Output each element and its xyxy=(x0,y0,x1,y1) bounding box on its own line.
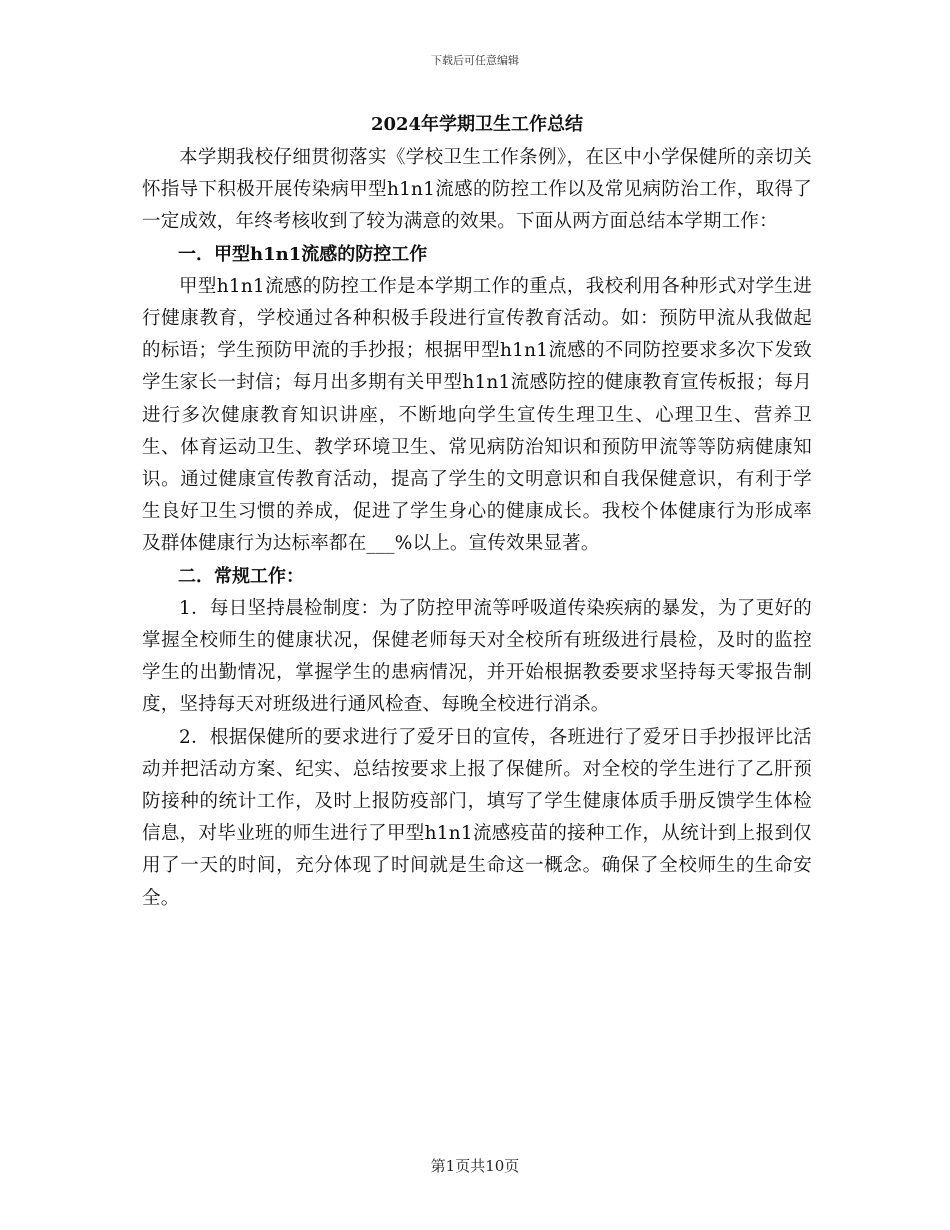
page-number: 第1页共10页 xyxy=(430,1157,520,1175)
intro-paragraph: 本学期我校仔细贯彻落实《学校卫生工作条例》，在区中小学保健所的亲切关怀指导下积极开展传染病甲型h1n1流感的防控工作以及常见病防治工作，取得了一定成效，年终考核收到了较为满意的效果。下面从两方面总结本学期工作： xyxy=(142,147,812,233)
section-paragraph-dental-day: 2．根据保健所的要求进行了爱牙日的宣传，各班进行了爱牙日手抄报评比活动并把活动方案、纪实、总结按要求上报了保健所。对全校的学生进行了乙肝预防接种的统计工作，及时上报防疫部门，填写了学生健康体质手册反馈学生体检信息，对毕业班的师生进行了甲型h1n1流感疫苗的接种工作，从统计到上报到仅用了一天的时间，充分体现了时间就是生命这一概念。确保了全校师生的生命安全。 xyxy=(142,726,812,909)
section-heading-routine-work: 二．常规工作： xyxy=(178,565,304,587)
header-note: 下载后可任意编辑 xyxy=(431,54,519,67)
document-body xyxy=(142,108,812,915)
section-paragraph-morning-check: 1．每日坚持晨检制度：为了防控甲流等呼吸道传染疾病的暴发，为了更好的掌握全校师生的健康状况，保健老师每天对全校所有班级进行晨检，及时的监控学生的出勤情况，掌握学生的患病情况，并开始根据教委要求坚持每天零报告制度，坚持每天对班级进行通风检查、每晚全校进行消杀。 xyxy=(142,597,812,716)
section-paragraph-flu-prevention: 甲型h1n1流感的防控工作是本学期工作的重点，我校利用各种形式对学生进行健康教育，学校通过各种积极手段进行宣传教育活动。如：预防甲流从我做起的标语；学生预防甲流的手抄报；根据甲型h1n1流感的不同防控要求多次下发致学生家长一封信；每月出多期有关甲型h1n1流感防控的健康教育宣传板报；每月进行多次健康教育知识讲座，不断地向学生宣传生理卫生、心理卫生、营养卫生、体育运动卫生、教学环境卫生、常见病防治知识和预防甲流等等防病健康知识。通过健康宣传教育活动，提高了学生的文明意识和自我保健意识，有利于学生良好卫生习惯的养成，促进了学生身心的健康成长。我校个体健康行为形成率及群体健康行为达标率都在___%以上。宣传效果显著。 xyxy=(142,275,812,555)
document-title: 2024年学期卫生工作总结 xyxy=(370,114,584,135)
section-heading-flu-prevention: 一．甲型h1n1流感的防控工作 xyxy=(178,243,428,265)
